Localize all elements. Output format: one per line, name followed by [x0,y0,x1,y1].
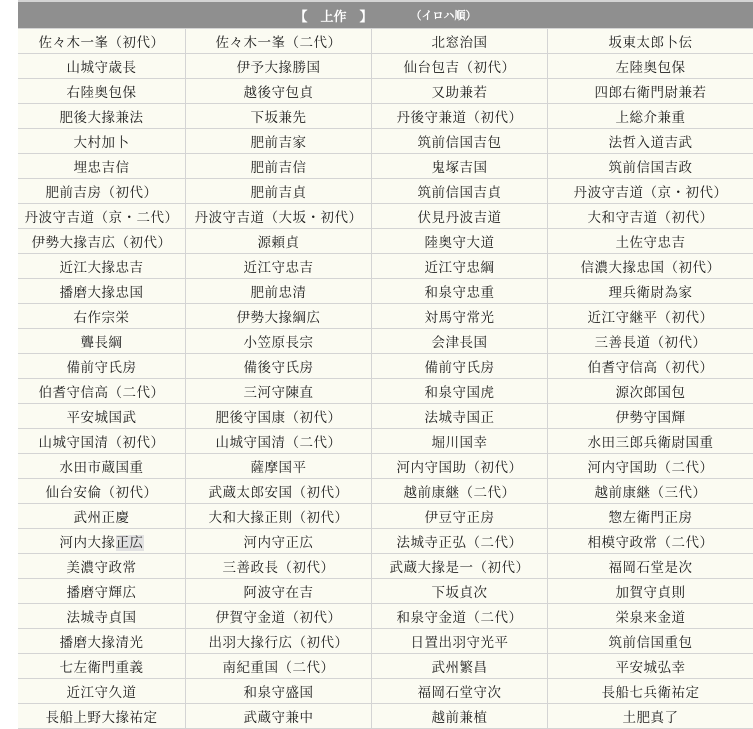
cell-text: 河内大掾正広 [59,535,144,551]
cell-text: 和泉守盛国 [243,685,314,701]
table-cell [186,379,372,403]
cell-text: 伊予大掾勝国 [236,60,321,76]
table-cell [18,529,186,553]
cell-text: 法城寺貞国 [66,610,137,626]
cell-text: 丹波守吉道（京・二代） [24,210,179,226]
cell-text: 右作宗栄 [73,310,130,326]
table-cell [186,104,372,128]
table-cell [18,654,186,678]
table-cell [186,329,372,353]
cell-text: 河内守正広 [243,535,314,551]
table-cell [548,579,753,603]
table-subtitle: （イロハ順） [410,9,477,22]
cell-text: 肥前吉貞 [250,185,307,201]
table-cell [18,304,186,328]
table-cell [372,554,548,578]
cell-text: 又助兼若 [431,85,488,101]
table-cell [186,204,372,228]
cell-text: 備前守氏房 [66,360,137,376]
cell-text: 仙台安倫（初代） [45,485,158,501]
cell-text: 和泉守忠重 [424,285,495,301]
table-grid [18,29,753,728]
table-cell [548,79,753,103]
table-cell [18,179,186,203]
cell-text: 法哲入道吉武 [608,135,693,151]
cell-text: 七左衛門重義 [59,660,144,676]
cell-text: 伊勢守国輝 [615,410,686,426]
table-cell [548,329,753,353]
table-cell [18,479,186,503]
table-cell [548,679,753,703]
cell-text: 出羽大掾行広（初代） [208,635,349,651]
table-cell [548,229,753,253]
cell-text: 近江守久道 [66,685,137,701]
table-cell [372,329,548,353]
cell-text: 北窓治国 [431,35,488,51]
table-cell [548,404,753,428]
table-cell [186,229,372,253]
cell-text: 伊勢大掾綱広 [236,310,321,326]
table-cell [372,379,548,403]
table-cell [18,429,186,453]
cell-text: 佐々木一峯（二代） [215,35,342,51]
table-cell [186,654,372,678]
table-cell [18,379,186,403]
cell-text: 播磨大掾清光 [59,635,144,651]
cell-text: 福岡石堂守次 [417,685,502,701]
cell-text: 近江守継平（初代） [587,310,714,326]
cell-text: 筑前信国吉政 [608,160,693,176]
cell-text: 伊賀守金道（初代） [215,610,342,626]
cell-text: 下坂貞次 [431,585,488,601]
table-cell [548,279,753,303]
table-cell [548,54,753,78]
table-cell [548,29,753,53]
table-cell [372,79,548,103]
table-cell [186,429,372,453]
cell-text: 山城守国清（二代） [215,435,342,451]
table-cell [186,54,372,78]
cell-text: 水田市蔵国重 [59,460,144,476]
table-cell [18,129,186,153]
table-cell [18,629,186,653]
table-cell [372,279,548,303]
table-cell [186,29,372,53]
cell-text: 肥前吉房（初代） [45,185,158,201]
cell-text: 武州正慶 [73,510,130,526]
table-cell [186,154,372,178]
cell-text: 対馬守常光 [424,310,495,326]
table-cell [548,479,753,503]
cell-text: 筑前信国吉包 [417,135,502,151]
cell-text: 伯耆守信高（初代） [587,360,714,376]
cell-text: 伯耆守信高（二代） [38,385,165,401]
cell-text: 堀川国幸 [431,435,488,451]
table-cell [372,504,548,528]
table-cell [186,254,372,278]
cell-text: 伊豆守正房 [424,510,495,526]
table-cell [372,54,548,78]
cell-text: 右陸奥包保 [66,85,137,101]
table-cell [18,229,186,253]
table-cell [372,479,548,503]
cell-text: 丹波守吉道（京・初代） [573,185,728,201]
cell-text: 法城寺正弘（二代） [396,535,523,551]
table-cell [372,629,548,653]
cell-text: 長船上野大掾祐定 [45,710,158,726]
cell-text: 越前兼植 [431,710,488,726]
cell-text: 伏見丹波吉道 [417,210,502,226]
cell-text: 薩摩国平 [250,460,307,476]
table-cell [548,504,753,528]
table-cell [372,29,548,53]
table-cell [186,604,372,628]
cell-text: 近江大掾忠吉 [59,260,144,276]
cell-text: 越後守包貞 [243,85,314,101]
cell-text: 肥前忠清 [250,285,307,301]
table-cell [186,529,372,553]
cell-text: 上総介兼重 [615,110,686,126]
cell-text: 聾長綱 [80,335,123,351]
table-cell [18,579,186,603]
cell-text: 埋忠吉信 [73,160,130,176]
cell-text: 丹後守兼道（初代） [396,110,523,126]
table-cell [186,279,372,303]
table-cell [18,104,186,128]
cell-text: 四郎右衛門尉兼若 [594,85,707,101]
cell-text: 法城寺国正 [424,410,495,426]
table-cell [186,354,372,378]
cell-text: 坂東太郎卜伝 [608,35,693,51]
cell-text: 伊勢大掾吉広（初代） [31,235,172,251]
table-cell [548,654,753,678]
table-cell [18,454,186,478]
cell-text: 播磨大掾忠国 [59,285,144,301]
table-cell [18,404,186,428]
cell-text: 相模守政常（二代） [587,535,714,551]
table-cell [372,154,548,178]
table-cell [18,679,186,703]
cell-text: 土肥真了 [622,710,679,726]
cell-text: 理兵衛尉為家 [608,285,693,301]
cell-text: 南紀重国（二代） [222,660,335,676]
table-cell [18,79,186,103]
table-cell [18,154,186,178]
table-cell [548,629,753,653]
cell-text: 肥前吉信 [250,160,307,176]
cell-text: 阿波守在吉 [243,585,314,601]
table-cell [18,554,186,578]
table-cell [372,354,548,378]
cell-text: 肥後守国康（初代） [215,410,342,426]
cell-text: 土佐守忠吉 [615,235,686,251]
table-cell [186,404,372,428]
table-header [18,2,753,28]
table-cell [18,254,186,278]
cell-text: 山城守歳長 [66,60,137,76]
table-cell [186,454,372,478]
cell-text: 和泉守国虎 [424,385,495,401]
cell-text: 和泉守金道（二代） [396,610,523,626]
table-cell [372,604,548,628]
cell-text: 陸奥守大道 [424,235,495,251]
smith-list-table [18,0,753,729]
table-cell [548,529,753,553]
cell-text: 三善長道（初代） [594,335,707,351]
table-cell [186,179,372,203]
cell-text: 山城守国清（初代） [38,435,165,451]
cell-text: 会津長国 [431,335,488,351]
table-cell [372,579,548,603]
cell-text: 鬼塚吉国 [431,160,488,176]
table-cell [372,654,548,678]
cell-text: 備前守氏房 [424,360,495,376]
table-cell [18,329,186,353]
cell-text: 三河守陳直 [243,385,314,401]
table-cell [548,154,753,178]
cell-text: 大和大掾正則（初代） [208,510,349,526]
table-cell [186,554,372,578]
table-cell [372,204,548,228]
cell-text: 栄泉来金道 [615,610,686,626]
table-cell [186,304,372,328]
cell-text: 近江守忠綱 [424,260,495,276]
table-cell [186,679,372,703]
table-cell [548,354,753,378]
table-cell [372,254,548,278]
table-cell [548,304,753,328]
cell-text: 長船七兵衛祐定 [601,685,700,701]
cell-text: 丹波守吉道（大坂・初代） [194,210,363,226]
table-cell [548,379,753,403]
table-cell [186,704,372,728]
table-cell [18,504,186,528]
cell-text: 仙台包吉（初代） [403,60,516,76]
table-cell [548,204,753,228]
cell-text: 近江守忠吉 [243,260,314,276]
table-cell [18,29,186,53]
table-cell [372,129,548,153]
table-cell [548,704,753,728]
cell-text: 三善政長（初代） [222,560,335,576]
cell-text: 武蔵大掾是一（初代） [389,560,530,576]
table-cell [548,429,753,453]
table-cell [372,429,548,453]
cell-text: 越前康継（二代） [403,485,516,501]
table-cell [372,704,548,728]
cell-text: 佐々木一峯（初代） [38,35,165,51]
table-cell [548,604,753,628]
table-cell [548,104,753,128]
cell-text: 肥前吉家 [250,135,307,151]
table-cell [372,179,548,203]
table-cell [186,129,372,153]
cell-text: 播磨守輝広 [66,585,137,601]
cell-text: 大和守吉道（初代） [587,210,714,226]
cell-text: 源頼貞 [257,235,300,251]
cell-text: 越前康継（三代） [594,485,707,501]
cell-text: 下坂兼先 [250,110,307,126]
cell-text: 河内守国助（初代） [396,460,523,476]
table-cell [372,679,548,703]
table-cell [372,404,548,428]
table-cell [548,254,753,278]
cell-text: 大村加卜 [73,135,130,151]
cell-text: 武蔵太郎安国（初代） [208,485,349,501]
cell-text: 武州繁昌 [431,660,488,676]
table-cell [18,704,186,728]
cell-text: 備後守氏房 [243,360,314,376]
table-cell [548,454,753,478]
cell-text: 福岡石堂是次 [608,560,693,576]
table-cell [372,454,548,478]
table-cell [186,629,372,653]
table-cell [18,204,186,228]
table-cell [18,354,186,378]
cell-text: 加賀守貞則 [615,585,686,601]
table-cell [372,304,548,328]
cell-text: 美濃守政常 [66,560,137,576]
table-cell [186,504,372,528]
table-cell [186,79,372,103]
cell-text: 河内守国助（二代） [587,460,714,476]
table-cell [548,129,753,153]
cell-text: 日置出羽守光平 [410,635,509,651]
table-cell [186,579,372,603]
table-cell [18,279,186,303]
table-title: 【 上作 】 [294,9,373,25]
table-cell [18,604,186,628]
table-cell [548,554,753,578]
table-cell [372,529,548,553]
cell-text: 肥後大掾兼法 [59,110,144,126]
cell-text: 小笠原長宗 [243,335,314,351]
cell-text: 平安城国武 [66,410,137,426]
table-cell [548,179,753,203]
cell-text: 左陸奥包保 [615,60,686,76]
cell-text: 信濃大掾忠国（初代） [580,260,721,276]
cell-text: 武蔵守兼中 [243,710,314,726]
table-cell [372,229,548,253]
cell-text: 筑前信国重包 [608,635,693,651]
cell-text: 筑前信国吉貞 [417,185,502,201]
table-cell [186,479,372,503]
table-cell [372,104,548,128]
cell-text: 平安城弘幸 [615,660,686,676]
cell-text: 水田三郎兵衛尉国重 [587,435,714,451]
table-cell [18,54,186,78]
cell-text: 源次郎国包 [615,385,686,401]
cell-text: 惣左衛門正房 [608,510,693,526]
